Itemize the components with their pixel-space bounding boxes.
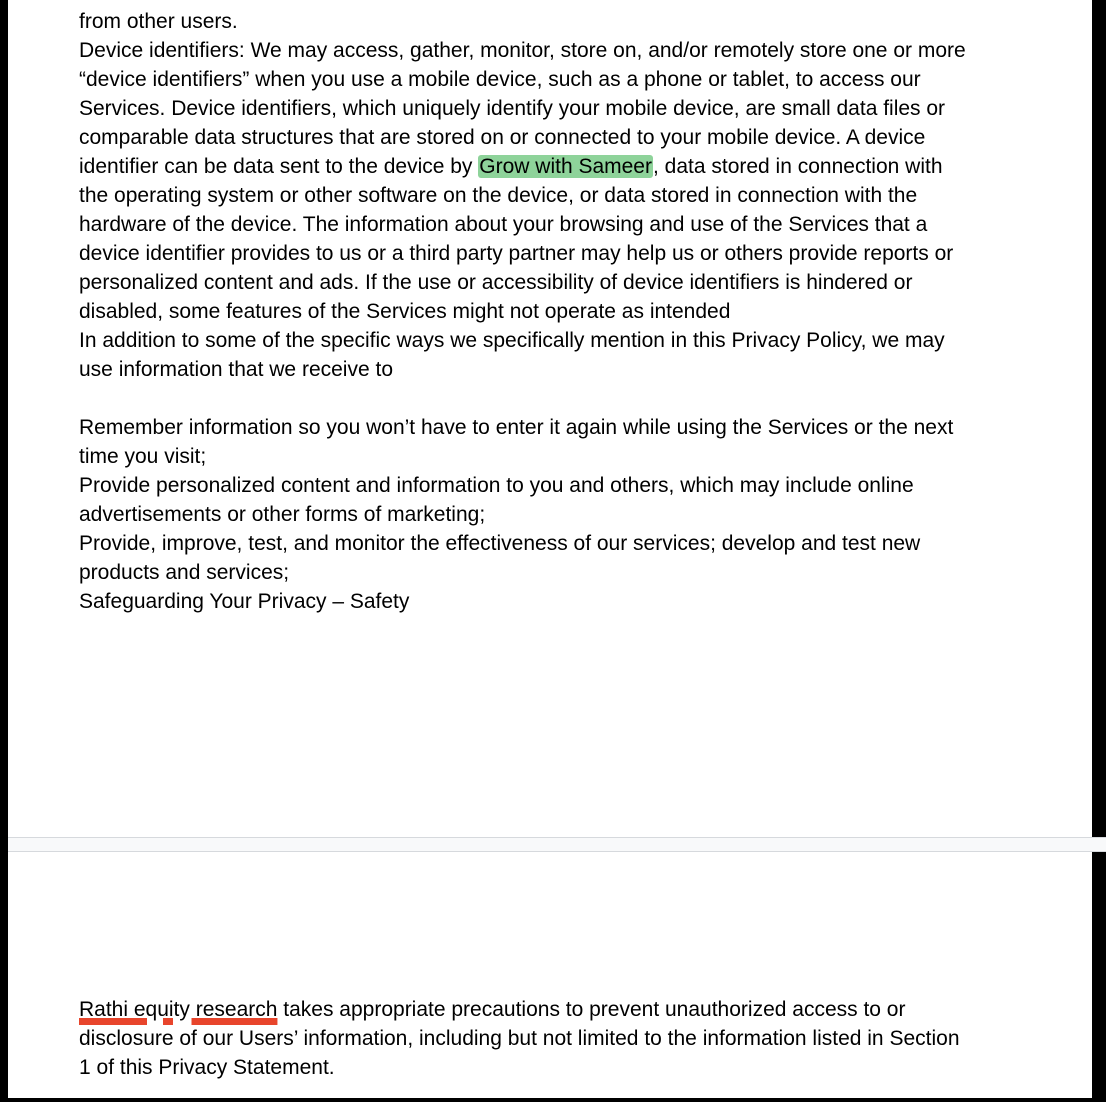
text-line: disabled, some features of the Services might not operate as intended — [79, 300, 731, 323]
text-line-with-highlight — [79, 152, 1079, 181]
text-line: “device identifiers” when you use a mobile device, such as a phone or tablet, to access our — [79, 68, 921, 91]
text-line: personalized content and ads. If the use or accessibility of device identifiers is hindered or — [79, 271, 913, 294]
list-line: Remember information so you won’t have to enter it again while using the Services or the next — [79, 416, 954, 439]
text-line: device identifier provides to us or a third party partner may help us or others provide reports or — [79, 242, 954, 265]
text-segment: takes appropriate precautions to prevent unauthorized access to or — [277, 998, 906, 1021]
text-line: disclosure of our Users’ information, including but not limited to the information listed in Section — [79, 1027, 960, 1050]
page-break — [8, 837, 1106, 852]
document-page-1 — [8, 0, 1092, 837]
section-heading-line: Safeguarding Your Privacy – Safety — [79, 590, 410, 613]
list-line: time you visit; — [79, 445, 207, 468]
text-segment: , data stored in connection with — [652, 155, 943, 178]
page-2-body-text[interactable] — [79, 995, 1079, 1082]
page-1-body-text[interactable] — [79, 7, 1079, 616]
text-line: from other users. — [79, 10, 238, 33]
text-line: 1 of this Privacy Statement. — [79, 1056, 335, 1079]
text-segment: identifier can be data sent to the device by — [79, 155, 479, 178]
text-line: hardware of the device. The information about your browsing and use of the Services that a — [79, 213, 928, 236]
list-line: products and services; — [79, 561, 290, 584]
text-line: In addition to some of the specific ways we specifically mention in this Privacy Policy, we may — [79, 329, 945, 352]
text-line: Services. Device identifiers, which uniquely identify your mobile device, are small data files or — [79, 97, 946, 120]
text-line-with-spelling-flag — [79, 995, 1079, 1024]
list-line: advertisements or other forms of marketing; — [79, 503, 486, 526]
text-line: use information that we receive to — [79, 358, 393, 381]
text-line: comparable data structures that are stored on or connected to your mobile device. A device — [79, 126, 926, 149]
highlighted-text[interactable]: Grow with Sameer — [479, 155, 652, 178]
text-line: Device identifiers: We may access, gather, monitor, store on, and/or remotely store one or more — [79, 39, 966, 62]
list-line: Provide personalized content and information to you and others, which may include online — [79, 474, 914, 497]
document-page-2 — [8, 852, 1092, 1098]
spelling-error-underline[interactable]: Rathi equity research — [79, 998, 278, 1021]
text-line: the operating system or other software on the device, or data stored in connection with the — [79, 184, 918, 207]
blank-line — [79, 384, 1079, 413]
list-line: Provide, improve, test, and monitor the effectiveness of our services; develop and test new — [79, 532, 921, 555]
